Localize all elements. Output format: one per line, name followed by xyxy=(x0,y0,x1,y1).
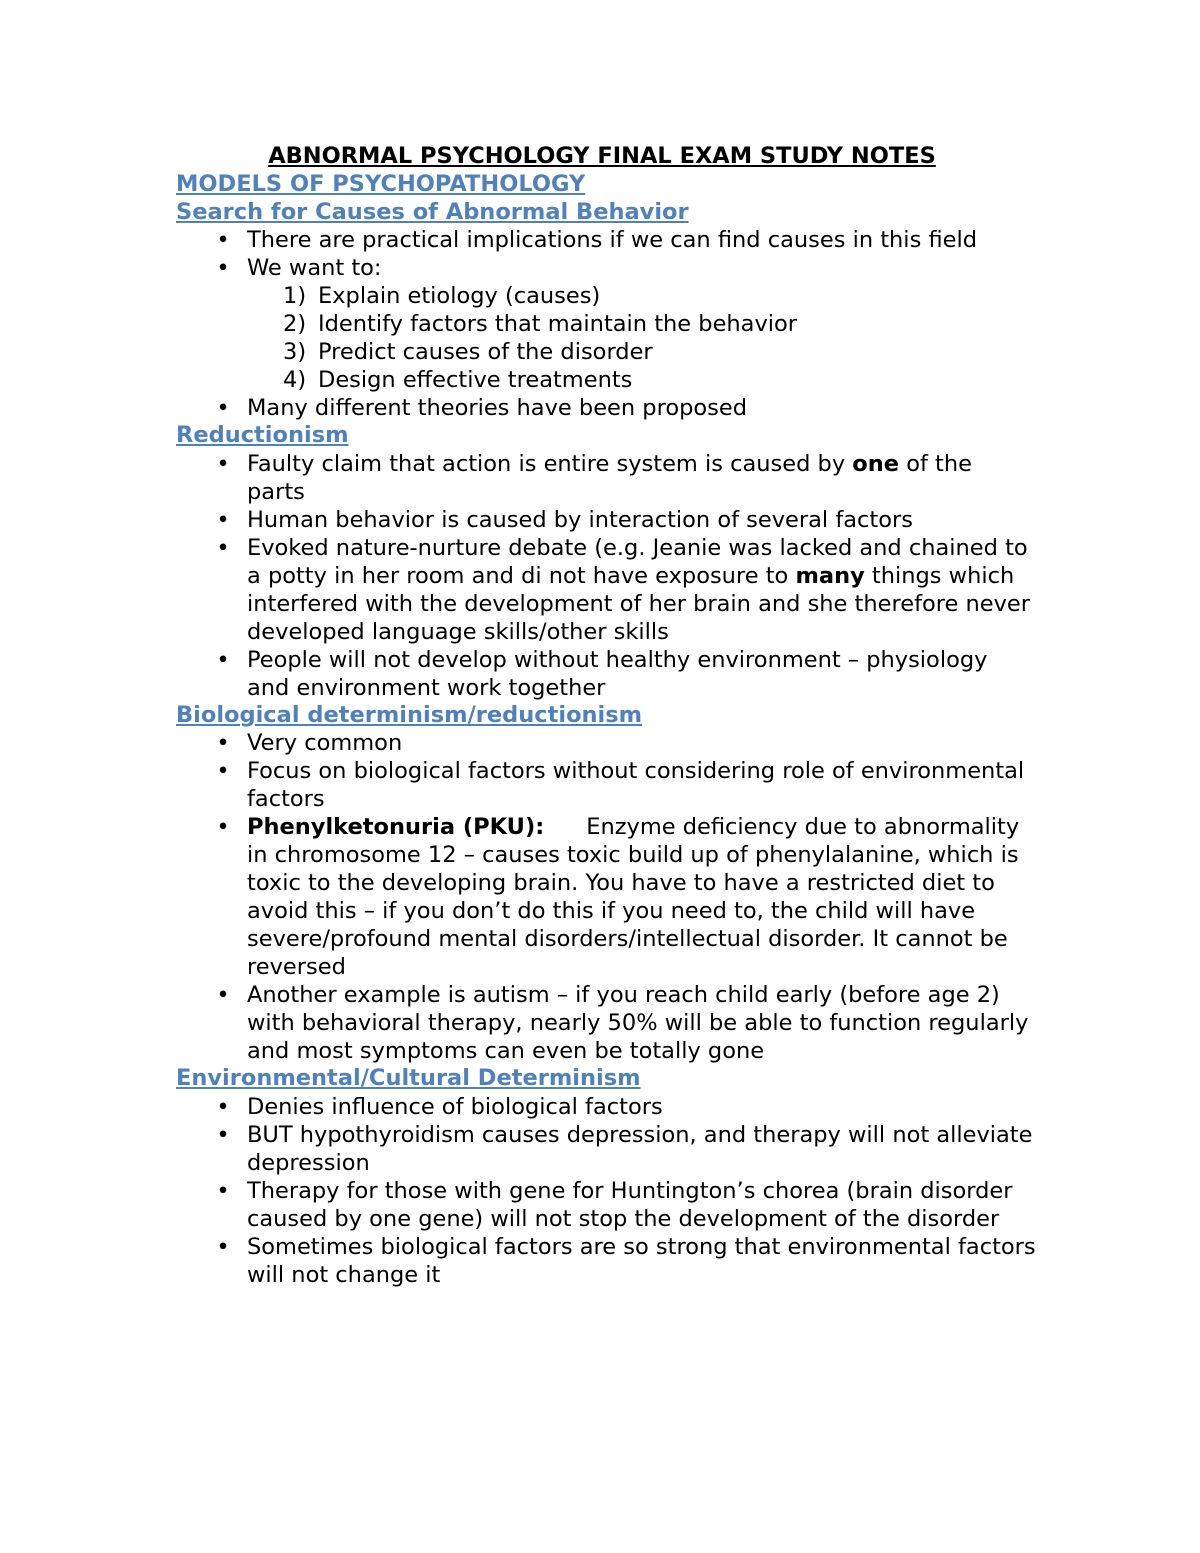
item-text: Explain etiology (causes) xyxy=(318,283,601,309)
document-body xyxy=(176,141,1036,1289)
bullet-text: Denies influence of biological factors xyxy=(247,1093,663,1120)
bullet-text: There are practical implications if we can find causes in this field xyxy=(247,227,977,253)
causes-heading: Search for Causes of Abnormal Behavior xyxy=(176,198,689,225)
bullet-text: People will not develop without healthy environment – physiology and environment work together xyxy=(247,646,988,701)
bullet-icon: • xyxy=(216,758,230,784)
document-title: ABNORMAL PSYCHOLOGY FINAL EXAM STUDY NOTES xyxy=(268,143,936,169)
list-item xyxy=(176,981,1036,1065)
bullet-icon: • xyxy=(216,1121,230,1148)
list-item xyxy=(176,1093,1036,1121)
list-item xyxy=(176,506,1036,534)
item-number: 4) xyxy=(283,367,307,393)
bullet-icon: • xyxy=(216,395,230,421)
bullet-text: things which interfered with the development of her brain and she therefore never developed language skills/other skills xyxy=(247,562,1031,645)
item-number: 3) xyxy=(283,339,307,365)
numbered-item xyxy=(176,366,1036,394)
numbered-item xyxy=(176,338,1036,366)
list-item xyxy=(176,729,1036,757)
bullet-text: Faulty claim that action is entire system is caused by xyxy=(247,450,853,477)
emphasis-text: many xyxy=(795,562,865,589)
environmental-list xyxy=(176,1093,1036,1289)
list-item xyxy=(176,226,1036,254)
biological-list xyxy=(176,729,1036,1065)
section-heading: MODELS OF PSYCHOPATHOLOGY xyxy=(176,171,586,197)
numbered-item xyxy=(176,282,1036,310)
biological-heading: Biological determinism/reductionism xyxy=(176,701,643,728)
bullet-icon: • xyxy=(216,450,230,477)
bullet-text: Focus on biological factors without considering role of environmental factors xyxy=(247,758,1025,812)
item-number: 2) xyxy=(283,311,307,337)
numbered-list xyxy=(176,282,1036,394)
bullet-text: Very common xyxy=(247,730,403,756)
bullet-icon: • xyxy=(216,506,230,533)
item-text: Predict causes of the disorder xyxy=(318,339,653,365)
bullet-text: Human behavior is caused by interaction of several factors xyxy=(247,506,913,533)
list-item xyxy=(176,646,1036,702)
list-item xyxy=(176,534,1036,646)
item-text: Identify factors that maintain the behavior xyxy=(318,311,798,337)
bullet-text: We want to: xyxy=(247,255,382,281)
reductionism-list xyxy=(176,450,1036,702)
bullet-text: Another example is autism – if you reach child early (before age 2) with behavioral therapy, nearly 50% will be able to function regularly and most symptoms can even be totally gone xyxy=(247,982,1029,1064)
bullet-text: Many different theories have been proposed xyxy=(247,395,747,421)
bullet-icon: • xyxy=(216,814,230,840)
list-item xyxy=(176,394,1036,422)
bullet-icon: • xyxy=(216,1177,230,1204)
list-item xyxy=(176,254,1036,282)
numbered-item xyxy=(176,310,1036,338)
emphasis-text: one xyxy=(852,450,900,477)
bullet-text: Evoked nature-nurture debate (e.g. Jeanie was lacked and chained to a potty in her room and di not have exposure to xyxy=(247,534,1028,589)
bullet-icon: • xyxy=(216,1233,230,1260)
reductionism-heading: Reductionism xyxy=(176,422,349,448)
list-item xyxy=(176,757,1036,813)
bullet-icon: • xyxy=(216,730,230,756)
bullet-text: Sometimes biological factors are so strong that environmental factors will not change it xyxy=(247,1233,1036,1288)
item-number: 1) xyxy=(283,283,307,309)
bullet-icon: • xyxy=(216,255,230,281)
bullet-text: of the parts xyxy=(247,450,972,505)
bullet-text: Enzyme deficiency due to abnormality in chromosome 12 – causes toxic build up of phenylalanine, which is toxic to the developing brain. You have to have a restricted diet to avoid this – if you don’t do this if you need to, the child will have severe/profound mental disorders/intellectual disorder. It cannot be reversed xyxy=(247,814,1020,980)
list-item xyxy=(176,1177,1036,1233)
list-item xyxy=(176,450,1036,506)
bullet-icon: • xyxy=(216,534,230,561)
term-label: Phenylketonuria (PKU): xyxy=(247,814,545,840)
causes-list-tail xyxy=(176,394,1036,422)
list-item xyxy=(176,813,1036,981)
bullet-icon: • xyxy=(216,982,230,1008)
bullet-icon: • xyxy=(216,646,230,673)
causes-list xyxy=(176,226,1036,282)
list-item xyxy=(176,1121,1036,1177)
bullet-icon: • xyxy=(216,1093,230,1120)
list-item xyxy=(176,1233,1036,1289)
environmental-heading: Environmental/Cultural Determinism xyxy=(176,1065,641,1091)
bullet-icon: • xyxy=(216,227,230,253)
bullet-text: BUT hypothyroidism causes depression, and therapy will not alleviate depression xyxy=(247,1121,1033,1176)
bullet-text: Therapy for those with gene for Huntington’s chorea (brain disorder caused by one gene) will not stop the development of the disorder xyxy=(247,1177,1013,1232)
item-text: Design effective treatments xyxy=(318,367,633,393)
